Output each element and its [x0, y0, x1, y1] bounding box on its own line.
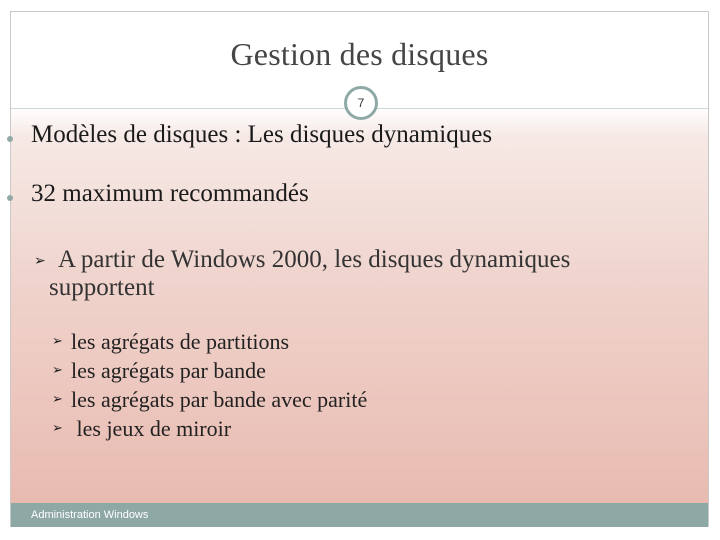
bullet-max-recommended: 32 maximum recommandés [31, 180, 309, 207]
arrowhead-icon: ➢ [52, 363, 63, 378]
slide-number-badge: 7 [344, 86, 378, 120]
sub-sub-bullet: les agrégats par bande avec parité [71, 387, 368, 412]
bullet-dot-icon [7, 195, 13, 201]
page-title: Gestion des disques [230, 36, 489, 72]
footer-text: Administration Windows [31, 509, 149, 521]
sub-sub-bullet: les agrégats par bande [71, 358, 266, 383]
bullet-dot-icon [7, 136, 13, 142]
arrowhead-icon: ➢ [52, 421, 63, 436]
arrowhead-icon: ➢ [34, 253, 46, 269]
bullet-models: Modèles de disques : Les disques dynamiques [31, 121, 493, 148]
footer-bar [11, 503, 708, 527]
sub-sub-bullet: les jeux de miroir [71, 416, 232, 441]
sub-bullet-line1: A partir de Windows 2000, les disques dynamiques [58, 246, 571, 273]
sub-sub-bullet: les agrégats de partitions [71, 329, 290, 354]
arrowhead-icon: ➢ [52, 334, 63, 349]
arrowhead-icon: ➢ [52, 392, 63, 407]
sub-bullet-line2: supportent [49, 274, 155, 301]
